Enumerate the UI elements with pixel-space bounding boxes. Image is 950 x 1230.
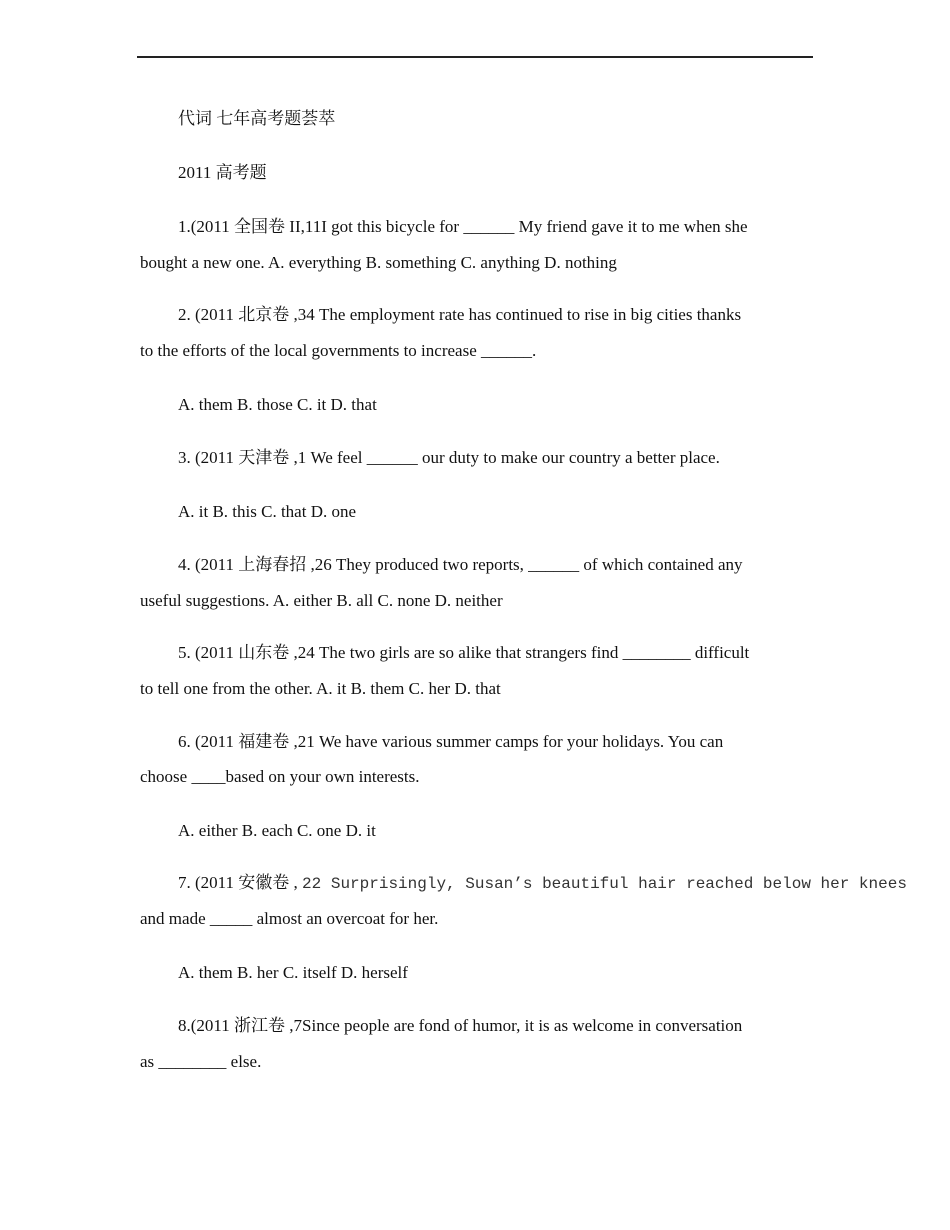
- question-1-line-2: bought a new one. A. everything B. something C. anything D. nothing: [140, 253, 617, 272]
- section-heading: 2011 高考题: [178, 163, 267, 182]
- question-7-line-2: and made _____ almost an overcoat for her.: [140, 909, 439, 928]
- question-7-options: A. them B. her C. itself D. herself: [178, 963, 408, 982]
- question-4-line-1: 4. (2011 上海春招 ,26 They produced two reports, ______ of which contained any: [178, 555, 743, 574]
- question-8-line-2: as ________ else.: [140, 1052, 262, 1071]
- question-1-line-1: 1.(2011 全国卷 II,11I got this bicycle for ______ My friend gave it to me when she: [178, 217, 748, 236]
- question-3-line-1: 3. (2011 天津卷 ,1 We feel ______ our duty to make our country a better place.: [178, 448, 720, 467]
- question-2-line-1: 2. (2011 北京卷 ,34 The employment rate has continued to rise in big cities thanks: [178, 305, 742, 324]
- question-5-line-1: 5. (2011 山东卷 ,24 The two girls are so alike that strangers find ________ difficult: [178, 643, 750, 662]
- question-3-options: A. it B. this C. that D. one: [178, 502, 357, 521]
- question-8-line-1: 8.(2011 浙江卷 ,7Since people are fond of humor, it is as welcome in conversation: [178, 1016, 743, 1035]
- question-5-line-2: to tell one from the other. A. it B. them C. her D. that: [140, 679, 501, 698]
- doc-title: 代词 七年高考题荟萃: [178, 109, 336, 128]
- question-2-options: A. them B. those C. it D. that: [178, 395, 377, 414]
- header-rule: [137, 56, 813, 58]
- question-7-line-1: [178, 872, 907, 895]
- question-4-line-2: useful suggestions. A. either B. all C. none D. neither: [140, 591, 503, 610]
- question-6-options: A. either B. each C. one D. it: [178, 821, 376, 840]
- question-2-line-2: to the efforts of the local governments to increase ______.: [140, 341, 537, 360]
- question-7-prefix: 7. (2011 安徽卷 ,: [178, 873, 303, 892]
- question-7-mono-text: 22 Surprisingly, Susan’s beautiful hair reached below her knees: [302, 875, 907, 893]
- question-6-line-1: 6. (2011 福建卷 ,21 We have various summer camps for your holidays. You can: [178, 732, 724, 751]
- question-6-line-2: choose ____based on your own interests.: [140, 767, 420, 786]
